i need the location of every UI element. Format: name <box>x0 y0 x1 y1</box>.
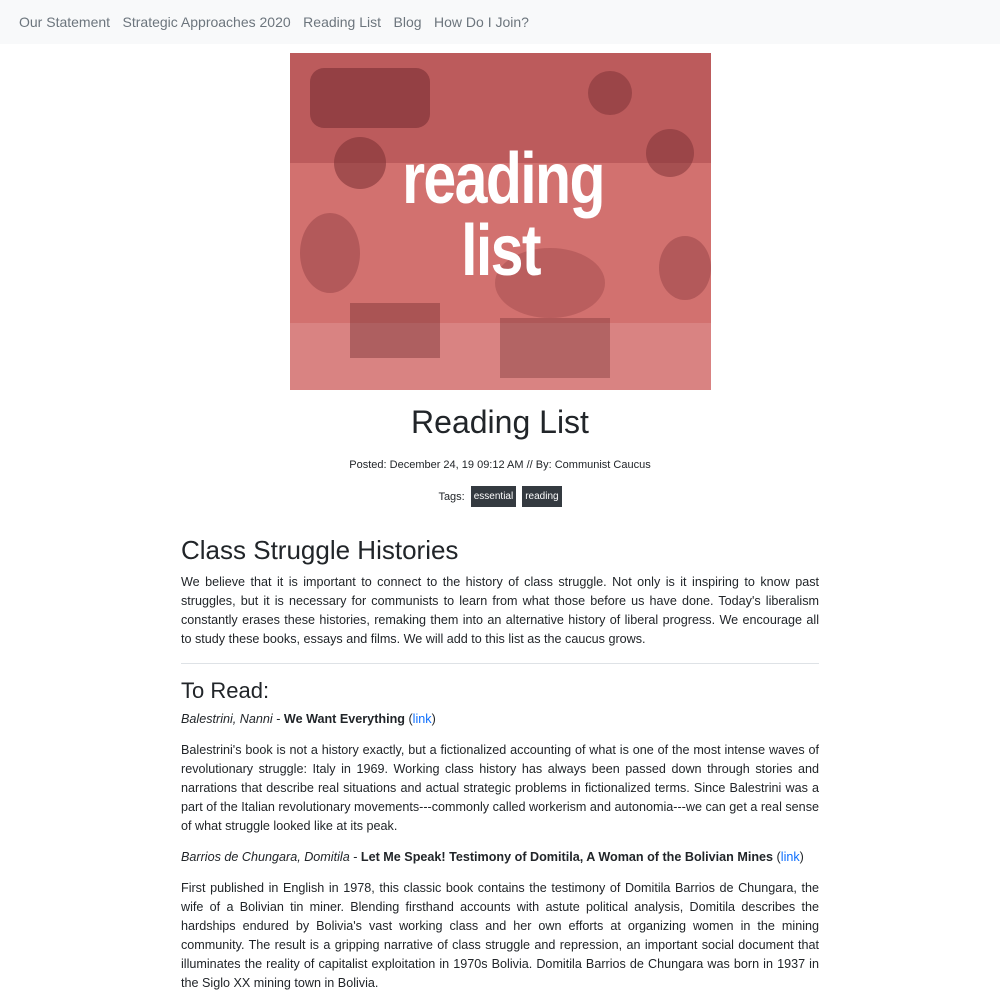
nav-our-statement[interactable]: Our Statement <box>19 14 111 30</box>
nav-reading-list[interactable]: Reading List <box>303 14 381 30</box>
section-intro: We believe that it is important to connect to the history of class struggle. Not only is it inspiring to know past struggles, but it is necessary for communists to learn from what those before us have done. Today's liberalism constantly erases these histories, remaking them into an alternative history of liberal progress. We encourage all to study these books, essays and films. We will add to this list as the caucus grows. <box>181 575 819 646</box>
tags-label: Tags: <box>438 490 465 503</box>
tag-essential[interactable]: essential <box>471 486 516 507</box>
nav-strategic-approaches[interactable]: Strategic Approaches 2020 <box>122 14 291 30</box>
reading-entry: Barrios de Chungara, Domitila - Let Me Speak! Testimony of Domitila, A Woman of the Bolivian Mines (link) <box>181 850 804 864</box>
page-title: Reading List <box>411 404 589 440</box>
divider <box>181 663 819 664</box>
entry-link[interactable]: link <box>412 712 432 726</box>
entry-author: Barrios de Chungara, Domitila <box>181 850 350 864</box>
nav-blog[interactable]: Blog <box>393 14 422 30</box>
to-read-heading: To Read: <box>181 678 270 703</box>
entry-author: Balestrini, Nanni <box>181 712 273 726</box>
nav-how-do-i-join[interactable]: How Do I Join? <box>434 14 529 30</box>
post-meta: Posted: December 24, 19 09:12 AM // By: Communist Caucus <box>349 459 651 471</box>
article-body <box>181 535 819 993</box>
entry-separator: - <box>272 712 284 726</box>
hero-image-text: reading list <box>401 139 604 291</box>
section-heading: Class Struggle Histories <box>181 535 459 565</box>
top-navbar <box>0 0 1000 44</box>
hero-image <box>290 53 711 390</box>
entry-separator: - <box>349 850 361 864</box>
reading-entry: Balestrini, Nanni - We Want Everything (link) <box>181 712 436 726</box>
entry-title: We Want Everything <box>283 712 405 726</box>
entry-description: Balestrini's book is not a history exactly, but a fictionalized accounting of what is one of the most intense waves of revolutionary struggle: Italy in 1969. Working class history has always been passed down through stories and narrations that describe real situations and actual strategic problems in fictionalized terms. Since Balestrini was a part of the Italian revolutionary movements---commonly called workerism and autonomia---we can get a real sense of what struggle looked like at its peak. <box>181 743 819 833</box>
tag-list <box>0 486 1000 507</box>
entry-description: First published in English in 1978, this classic book contains the testimony of Domitila Barrios de Chungara, the wife of a Bolivian tin miner. Blending firsthand accounts with astute political analysis, Domitila describes the hardships endured by Bolivia's vast working class and her own efforts at organizing women in the mining community. The result is a gripping narrative of class struggle and repression, an important social document that illuminates the reality of capitalist exploitation in 1970s Bolivia. Domitila Barrios de Chungara was born in 1937 in the Siglo XX mining town in Bolivia. <box>181 881 819 990</box>
entry-title: Let Me Speak! Testimony of Domitila, A Woman of the Bolivian Mines <box>360 850 774 864</box>
tag-reading[interactable]: reading <box>522 486 561 507</box>
entry-link[interactable]: link <box>780 850 800 864</box>
hero-photo <box>290 53 711 390</box>
